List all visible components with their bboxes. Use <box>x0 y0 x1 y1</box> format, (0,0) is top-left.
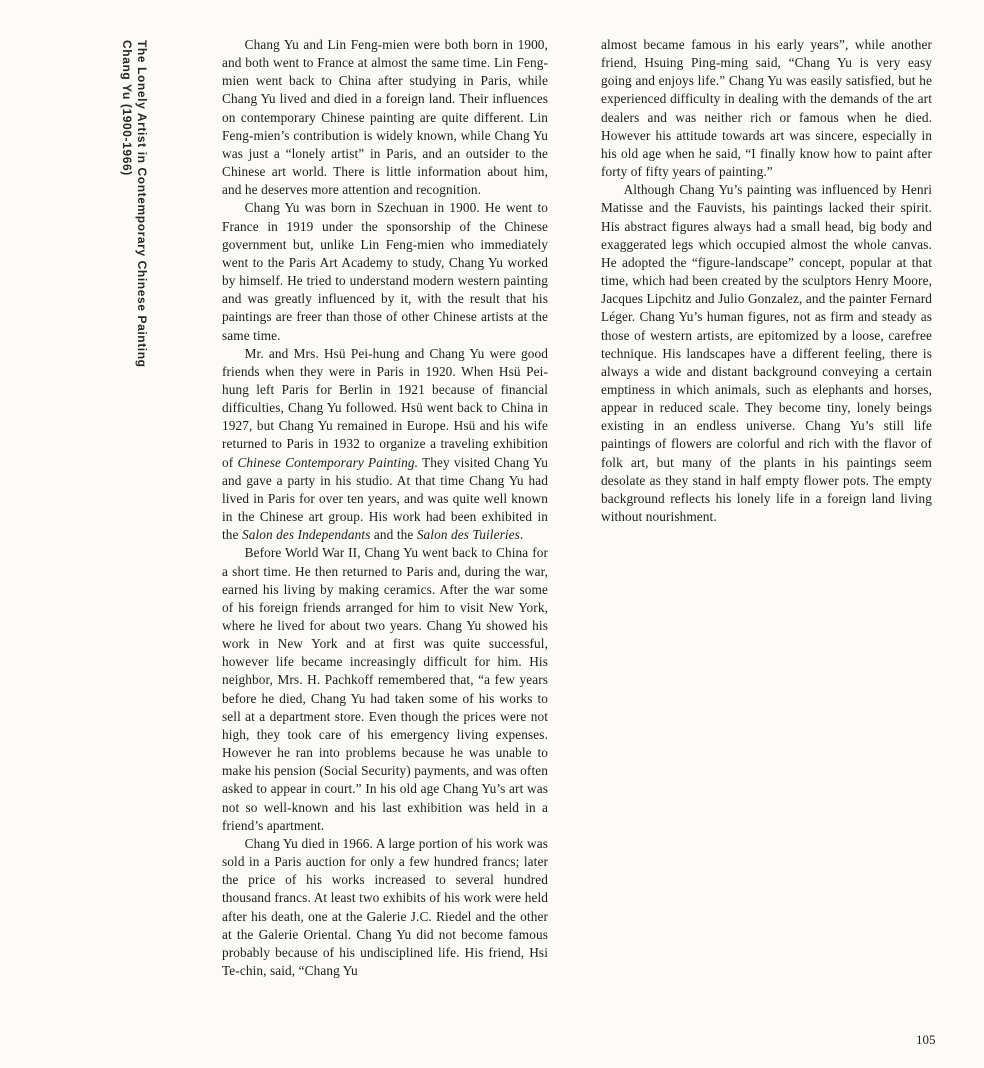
text-run: and the <box>370 527 417 543</box>
text-run: Although Chang Yu’s painting was influenced by Henri Matisse and the Fauvists, his paintings lacked their spirit. His abstract figures always had a small head, big body and exaggerated legs which occupied almost the whole canvas. He adopted the “figure-landscape” concept, popular at that time, which had been created by the sculptors Henry Moore, Jacques Lipchitz and Julio Gonzalez, and the painter Fernard Léger. Chang Yu’s human figures, not as firm and steady as those of western artists, are epitomized by a loose, carefree technique. His landscapes have a different feeling, there is always a wide and distant background conveying a certain emptiness in which animals, such as elephants and horses, appear in reduced scale. They become tiny, lonely beings existing in an endless universe. Chang Yu’s still life paintings of flowers are colorful and rich with the flavor of folk art, but many of the plants in his paintings seem desolate as they stand in half empty flower pots. The empty background reflects his lonely life in a foreign land living without nourishment. <box>601 182 932 525</box>
paragraph <box>601 181 932 526</box>
article-subtitle: The Lonely Artist in Contemporary Chinese Painting <box>135 40 149 368</box>
right-text-column <box>601 36 932 526</box>
text-run: Chang Yu was born in Szechuan in 1900. He went to France in 1919 under the sponsorship of the Chinese government but, unlike Lin Feng-mien who immediately went to the Paris Art Academy to study, Chang Yu worked by himself. He tried to understand modern western painting and was greatly influenced by it, with the result that his paintings are freer than those of other Chinese artists at the same time. <box>222 200 548 343</box>
text-run: . <box>519 527 524 543</box>
text-run: They visited Chang Yu and gave a party in his studio. At that time Chang Yu had lived in Paris for over ten years, and was quite well known in the Chinese art group. His work had been exhibited in the <box>222 454 548 543</box>
paragraph <box>222 544 548 835</box>
page-number: 105 <box>916 1032 936 1047</box>
left-text-column <box>222 36 548 980</box>
text-run: Chang Yu died in 1966. A large portion of his work was sold in a Paris auction for only a few hundred francs; later the price of his works increased to several hundred thousand francs. At least two exhibits of his work were held after his death, one at the Galerie J.C. Riedel and the other at the Galerie Oriental. Chang Yu did not become famous probably because of his undisciplined life. His friend, Hsi Te-chin, said, “Chang Yu <box>222 835 548 978</box>
text-run: Before World War II, Chang Yu went back to China for a short time. He then returned to Paris and, during the war, earned his living by making ceramics. After the war some of his foreign friends arranged for him to visit New York, where he lived for about two years. Chang Yu showed his work in New York and at first was quite successful, however life became increasingly difficult for him. His neighbor, Mrs. H. Pachkoff remembered that, “a few years before he died, Chang Yu had taken some of his works to sell at a department store. Even though the prices were not high, they took care of his emergency living expenses. However he ran into problems because he was unable to make his pension (Social Security) payments, and was often asked to appear in court.” In his old age Chang Yu’s art was not so well-known and his last exhibition was held in a friend’s apartment. <box>222 545 548 833</box>
paragraph <box>222 36 548 199</box>
article-title: Chang Yu (1900-1966) <box>120 40 134 176</box>
text-run: Mr. and Mrs. Hsü Pei-hung and Chang Yu were good friends when they were in Paris in 1920. When Hsü Pei-hung left Paris for Berlin in 1921 because of financial difficulties, Chang Yu followed. Hsü went back to China in 1927, but Chang Yu remained in Europe. Hsü and his wife returned to Paris in 1932 to organize a traveling exhibition of <box>222 345 548 470</box>
text-run: almost became famous in his early years”, while another friend, Hsuing Ping-ming said, “Chang Yu is very easy going and enjoys life.” Chang Yu was easily satisfied, but he experienced difficulty in dealing with the demands of the art dealers and was neither rich or famous when he died. However his attitude towards art was sincere, especially in his old age when he said, “I finally know how to paint after forty of fifty years of painting.” <box>601 37 932 180</box>
paragraph <box>601 36 932 181</box>
italic-text-run: Salon des Tuileries <box>416 527 520 543</box>
paragraph <box>222 345 548 545</box>
paragraph <box>222 835 548 980</box>
sidebar-title <box>119 40 149 368</box>
italic-text-run: Chinese Contemporary Painting. <box>237 454 419 470</box>
italic-text-run: Salon des Independants <box>241 527 371 543</box>
paragraph <box>222 199 548 344</box>
text-run: Chang Yu and Lin Feng-mien were both born in 1900, and both went to France at almost the same time. Lin Feng-mien went back to China after studying in Paris, while Chang Yu lived and died in a foreign land. Their influences on contemporary Chinese painting are quite different. Lin Feng-mien’s contribution is widely known, while Chang Yu was just a “lonely artist” in Paris, and an outsider to the Chinese art world. There is little information about him, and he deserves more attention and recognition. <box>222 37 548 198</box>
